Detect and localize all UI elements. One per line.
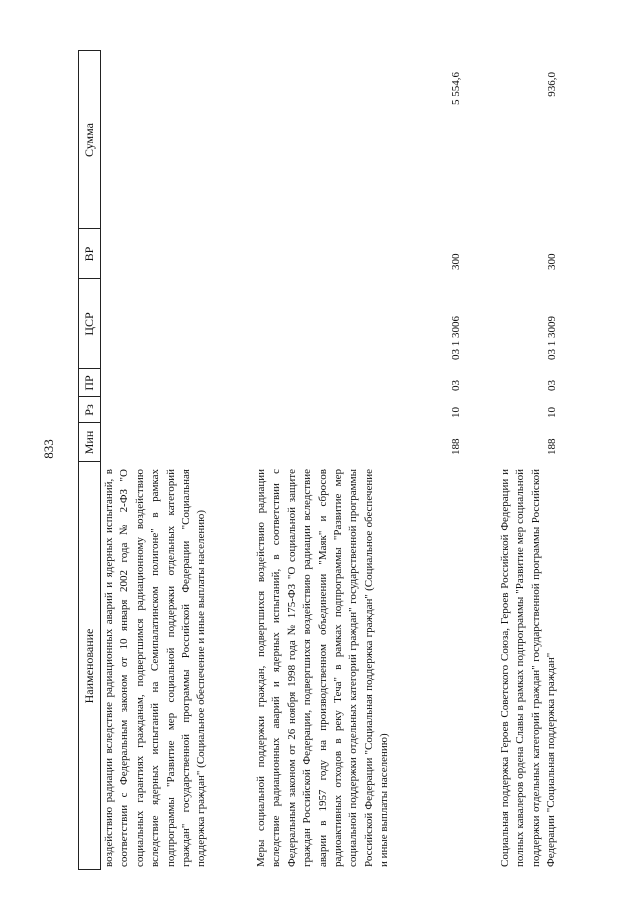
budget-table xyxy=(78,30,598,870)
row-1-pr: 03 xyxy=(450,380,462,391)
header-rz: Рз xyxy=(82,404,96,416)
header-name: Наименование xyxy=(82,628,96,704)
row-2-rz: 10 xyxy=(546,407,558,418)
row-2-name: Социальная поддержка Героев Советского Союза, Героев Российской Федерации и полных кавалеров ордена Славы в рамках подпрограммы "Развитие мер социальной поддержки отдельных категорий граждан" государственной программы Российской Федерации "Социальная поддержка граждан" xyxy=(499,469,558,867)
row-1-csr: 03 1 3006 xyxy=(450,316,462,360)
row-2-vr: 300 xyxy=(546,253,558,270)
row-1-min: 188 xyxy=(450,438,462,455)
row-2-csr: 03 1 3009 xyxy=(546,316,558,360)
header-min: Мин xyxy=(82,430,96,455)
header-vr: ВР xyxy=(82,246,96,262)
row-1-rz: 10 xyxy=(450,407,462,418)
header-csr: ЦСР xyxy=(82,312,96,336)
row-2-sum: 936,0 xyxy=(546,72,558,97)
page-number: 833 xyxy=(41,439,56,459)
row-2-min: 188 xyxy=(546,438,558,455)
header-sum: Сумма xyxy=(82,123,96,157)
row-2-pr: 03 xyxy=(546,380,558,391)
header-pr: ПР xyxy=(82,375,96,391)
table-grid xyxy=(78,50,598,870)
row-1-name: Меры социальной поддержки граждан, подвергшихся воздействию радиации вследствие радиационных аварий и ядерных испытаний, в соответствии с Федеральным законом от 26 ноября 1998 года № 175-ФЗ "О социальной защите граждан Российской Федерации, подвергшихся воздействию радиации вследствие аварии в 1957 году на производственном объединении "Маяк" и сбросов радиоактивных отходов в реку Теча" в рамках подпрограммы "Развитие мер социальной поддержки отдельных категорий граждан" государственной программы Российской Федерации "Социальная поддержка граждан" (Социальное обеспечение и иные выплаты населению) xyxy=(255,469,391,867)
row-0-name: воздействию радиации вследствие радиационных аварий и ядерных испытаний, в соответствии с Федеральным законом от 10 января 2002 года № 2-ФЗ "О социальных гарантиях гражданам, подвергшимся радиационному воздействию вследствие ядерных испытаний на Семипалатинском полигоне" в рамках подпрограммы "Развитие мер социальной поддержки отдельных категорий граждан" государственной программы Российской Федерации "Социальная поддержка граждан" (Социальное обеспечение и иные выплаты населению) xyxy=(103,469,208,867)
row-1-vr: 300 xyxy=(450,253,462,270)
header-bottom-border xyxy=(100,50,101,870)
row-1-sum: 5 554,6 xyxy=(450,72,462,105)
